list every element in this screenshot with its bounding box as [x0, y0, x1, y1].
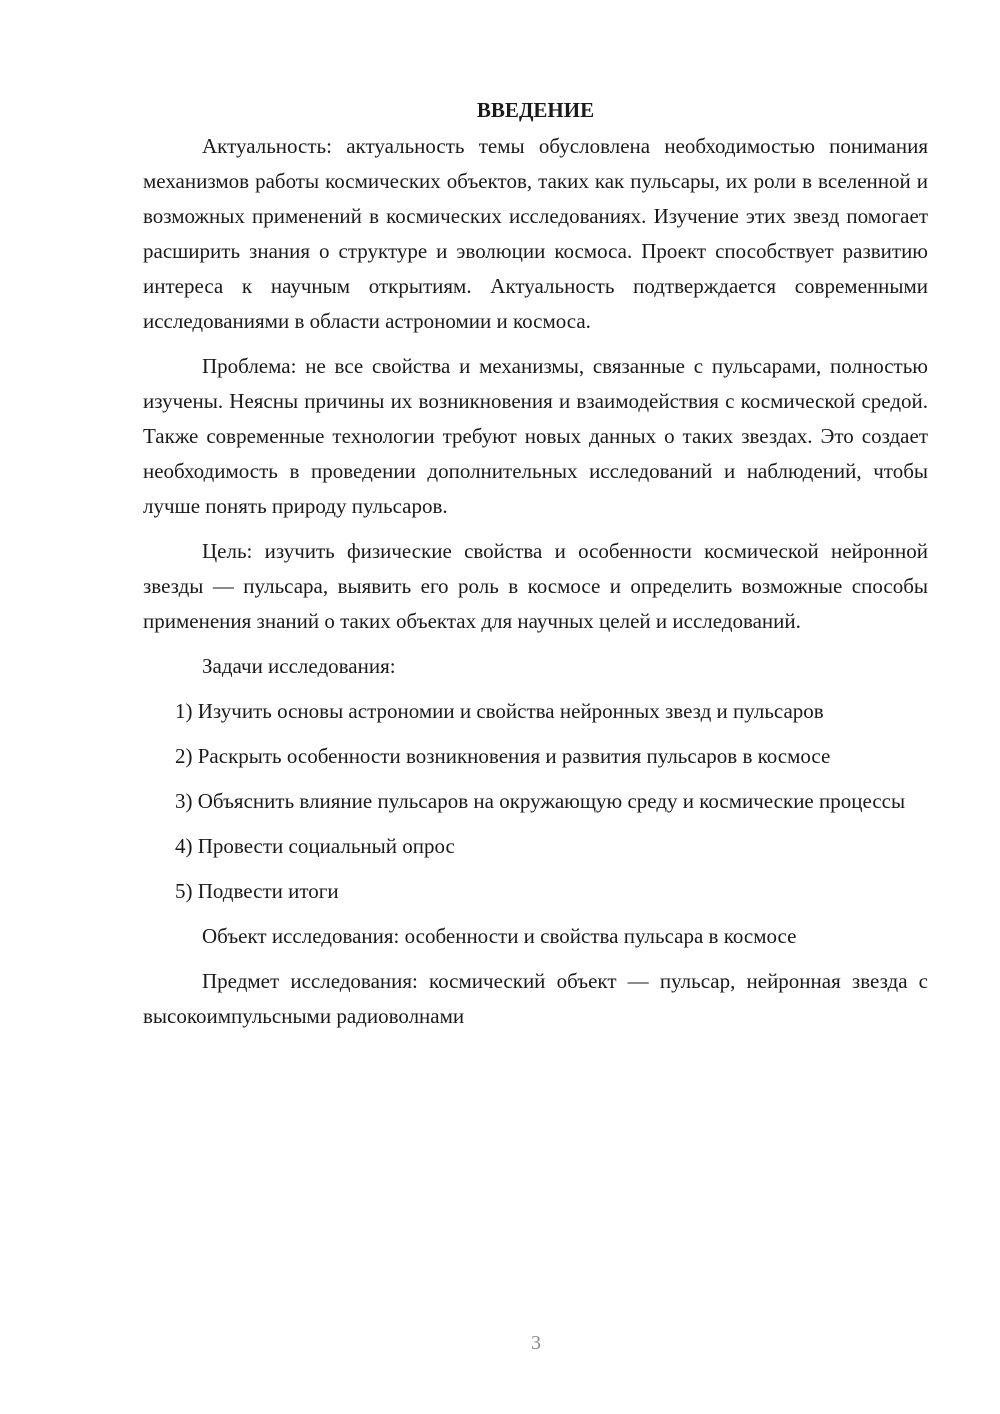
- tasks-list: [143, 694, 928, 909]
- goal-paragraph: Цель: изучить физические свойства и особенности космической нейронной звезды — пульсара, выявить его роль в космосе и определить возможные способы применения знаний о таких объектах для научных целей и исследований.: [143, 539, 928, 633]
- task-item: 5) Подвести итоги: [175, 879, 339, 903]
- subject-paragraph: Предмет исследования: космический объект — пульсар, нейронная звезда с высокоимпульсными радиоволнами: [143, 969, 928, 1028]
- task-item: 4) Провести социальный опрос: [175, 834, 455, 858]
- tasks-heading: Задачи исследования:: [202, 654, 396, 678]
- relevance-paragraph: Актуальность: актуальность темы обусловлена необходимостью понимания механизмов работы космических объектов, таких как пульсары, их роли в вселенной и возможных применений в космических исследованиях. Изучение этих звезд помогает расширить знания о структуре и эволюции космоса. Проект способствует развитию интереса к научным открытиям. Актуальность подтверждается современными исследованиями в области астрономии и космоса.: [143, 134, 928, 333]
- object-paragraph: Объект исследования: особенности и свойства пульсара в космосе: [202, 924, 797, 948]
- task-item: 3) Объяснить влияние пульсаров на окружающую среду и космические процессы: [175, 789, 906, 813]
- task-item: 1) Изучить основы астрономии и свойства нейронных звезд и пульсаров: [175, 699, 824, 723]
- page-number: 3: [531, 1332, 541, 1354]
- page-content: [143, 93, 928, 1034]
- section-title: ВВЕДЕНИЕ: [476, 98, 595, 122]
- problem-paragraph: Проблема: не все свойства и механизмы, связанные с пульсарами, полностью изучены. Неясны причины их возникновения и взаимодействия с космической средой. Также современные технологии требуют новых данных о таких звездах. Это создает необходимость в проведении дополнительных исследований и наблюдений, чтобы лучше понять природу пульсаров.: [143, 354, 928, 518]
- task-item: 2) Раскрыть особенности возникновения и развития пульсаров в космосе: [175, 744, 831, 768]
